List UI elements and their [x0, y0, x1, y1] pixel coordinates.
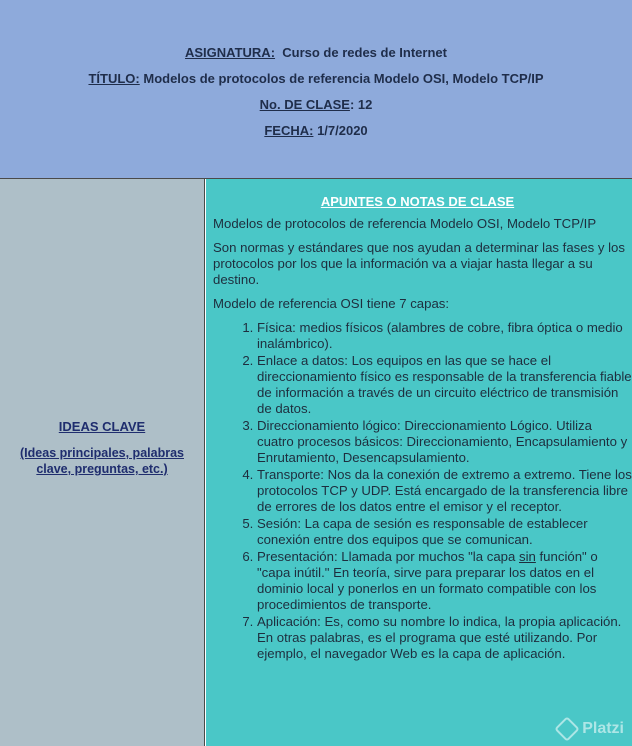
layer-term: Direccionamiento lógico — [257, 418, 398, 433]
notes-column — [206, 179, 632, 746]
layer-text-a: : Llamada por muchos "la capa — [333, 549, 519, 564]
list-item — [257, 467, 632, 515]
asignatura-label: ASIGNATURA: — [185, 45, 276, 60]
list-item — [257, 418, 632, 466]
platzi-watermark — [558, 720, 624, 738]
layer-term: Física — [257, 320, 293, 335]
layer-text: : Direccionamiento Lógico. Utiliza cuatro procesos básicos: Direccionamiento, Encapsulamiento y Enrutamiento, Desencapsulamiento. — [257, 418, 628, 465]
layer-text: : medios físicos (alambres de cobre, fibra óptica o medio inalámbrico). — [257, 320, 623, 351]
clase-line — [0, 96, 632, 122]
clase-label: No. DE CLASE — [259, 97, 350, 112]
layer-text: : Nos da la conexión de extremo a extremo. Tiene los protocolos TCP y UDP. Está encargado de la transferencia libre de errores de los datos entre el emisor y el receptor. — [257, 467, 632, 514]
layer-term: Sesión — [257, 516, 298, 531]
layer-term: Aplicación — [257, 614, 318, 629]
layer-term: Enlace a datos — [257, 353, 345, 368]
notes-heading: APUNTES O NOTAS DE CLASE — [320, 194, 515, 209]
titulo-line — [0, 70, 632, 96]
key-ideas-column — [0, 179, 205, 746]
key-ideas-title: IDEAS CLAVE — [58, 419, 146, 434]
list-item — [257, 353, 632, 417]
watermark-text: Platzi — [582, 720, 624, 738]
notes-paragraph-3: Modelo de referencia OSI tiene 7 capas: — [213, 296, 450, 311]
list-item — [257, 614, 632, 662]
titulo-value: Modelos de protocolos de referencia Modelo OSI, Modelo TCP/IP — [143, 71, 544, 86]
layer-term: Transporte — [257, 467, 321, 482]
platzi-logo-icon — [554, 716, 579, 741]
layer-text: : Es, como su nombre lo indica, la propia aplicación. En otras palabras, es el programa que esté utilizando. Por ejemplo, el navegador Web es la capa de aplicación. — [257, 614, 622, 661]
titulo-label: TÍTULO: — [88, 71, 140, 86]
layer-text: : La capa de sesión es responsable de establecer conexión entre dos equipos que se comunican. — [257, 516, 588, 547]
fecha-line — [0, 122, 632, 148]
layer-text: : Los equipos en las que se hace el direccionamiento físico es responsable de la transferencia fiable de información a través de un circuito eléctrico de transmisión de datos. — [257, 353, 632, 416]
asignatura-line — [0, 44, 632, 70]
fecha-value: 1/7/2020 — [317, 123, 368, 138]
list-item — [257, 516, 632, 548]
clase-value: : 12 — [349, 97, 373, 112]
fecha-label: FECHA: — [264, 123, 314, 138]
list-item — [257, 549, 632, 613]
layer-text-underlined: sin — [519, 549, 536, 564]
notes-paragraph-2: Son normas y estándares que nos ayudan a determinar las fases y los protocolos por los que la información va a viajar hasta llegar a su destino. — [213, 240, 625, 287]
asignatura-value: Curso de redes de Internet — [282, 45, 447, 60]
notes-paragraph-1: Modelos de protocolos de referencia Modelo OSI, Modelo TCP/IP — [213, 216, 597, 231]
key-ideas-subtitle: (Ideas principales, palabras clave, preguntas, etc.) — [20, 446, 184, 476]
document-header — [0, 0, 632, 178]
osi-layers-list — [213, 320, 632, 662]
list-item — [257, 320, 632, 352]
layer-text-b: función" o "capa inútil." En teoría, sirve para preparar los datos en el dominio local y ponerlos en un formato compatible con los procedimientos de transporte. — [257, 549, 598, 612]
layer-term: Presentación — [257, 549, 334, 564]
